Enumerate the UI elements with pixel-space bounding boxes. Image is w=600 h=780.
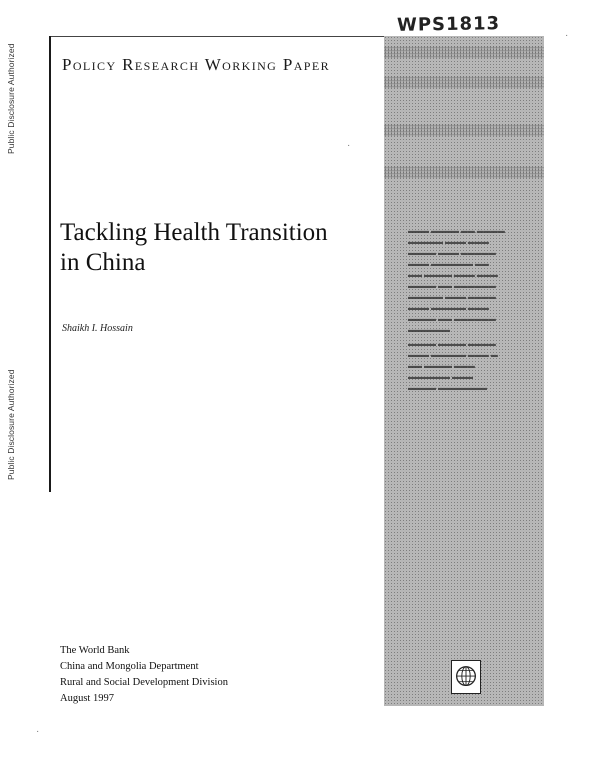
- disclosure-label-bottom: Public Disclosure Authorized: [6, 369, 16, 480]
- scan-mark: ·: [565, 30, 569, 41]
- handwritten-paper-id: WPS1813: [396, 13, 501, 36]
- paper-title: [60, 218, 380, 278]
- imprint-division: Rural and Social Development Division: [60, 677, 228, 688]
- left-rule: [49, 36, 51, 492]
- imprint-org: The World Bank: [60, 645, 130, 656]
- top-rule: [50, 36, 395, 37]
- scan-mark: ·: [347, 140, 351, 151]
- world-bank-logo-icon: [451, 660, 481, 694]
- halftone-band: [384, 46, 544, 58]
- author-name: Shaikh I. Hossain: [62, 323, 133, 334]
- imprint-date: August 1997: [60, 693, 114, 704]
- imprint: [60, 643, 228, 707]
- title-line-2: in China: [60, 249, 146, 276]
- halftone-band: [384, 166, 544, 178]
- summary-text-blur: ▬▬▬ ▬▬▬▬ ▬▬ ▬▬▬▬ ▬▬▬▬▬ ▬▬▬ ▬▬▬ ▬▬▬▬ ▬▬▬ ▬▬▬▬▬ ▬▬▬ ▬▬▬▬▬▬ ▬▬ ▬▬ ▬▬▬▬ ▬▬▬ ▬▬▬ ▬▬▬▬ ▬▬ ▬▬▬▬▬▬ ▬▬▬▬▬ ▬▬▬ ▬▬▬▬ ▬▬▬ ▬▬▬▬▬ ▬▬▬ ▬▬▬▬ ▬▬ ▬▬▬▬▬▬ ▬▬▬▬▬▬ ▬▬▬▬ ▬▬▬▬ ▬▬▬▬ ▬▬▬ ▬▬▬▬▬ ▬▬▬ ▬ ▬▬ ▬▬▬▬ ▬▬▬ ▬▬▬▬▬▬ ▬▬▬ ▬▬▬▬ ▬▬▬▬▬▬▬: [408, 228, 505, 392]
- imprint-department: China and Mongolia Department: [60, 661, 199, 672]
- halftone-band: [384, 124, 544, 136]
- series-title: Policy Research Working Paper: [62, 55, 331, 74]
- title-line-1: Tackling Health Transition: [60, 219, 328, 246]
- disclosure-label-top: Public Disclosure Authorized: [6, 43, 16, 154]
- scan-mark: ·: [36, 726, 40, 737]
- halftone-band: [384, 76, 544, 88]
